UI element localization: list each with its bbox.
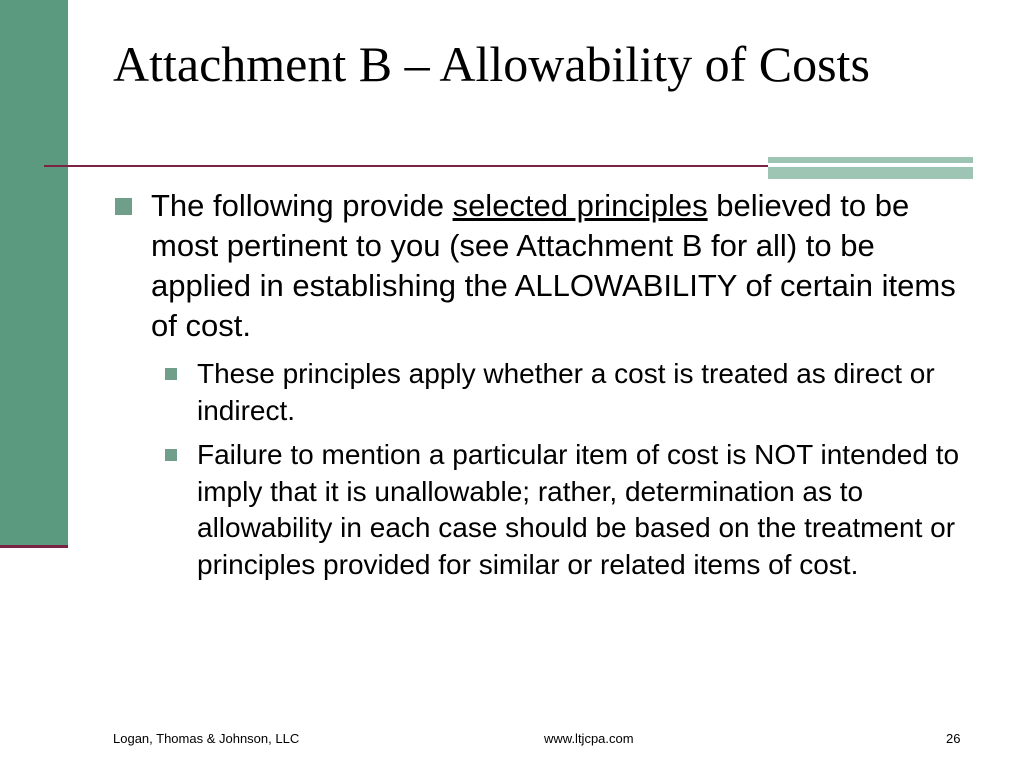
sub-bullet-text: These principles apply whether a cost is treated as direct or indirect. (197, 358, 935, 426)
accent-block (768, 157, 973, 179)
sub-bullet-text: Failure to mention a particular item of cost is NOT intended to imply that it is unallowable; rather, determination as to allowability in each case should be based on the treatment or principles provided for similar or related items of cost. (197, 439, 960, 580)
sub-bullet-item (165, 356, 975, 429)
slide-title: Attachment B – Allowability of Costs (113, 36, 870, 92)
slide-content (115, 186, 975, 583)
main-bullet-item (115, 186, 975, 346)
square-bullet-icon (165, 449, 177, 461)
footer-website: www.ltjcpa.com (544, 731, 634, 746)
main-bullet-prefix: The following provide (151, 188, 453, 223)
accent-stripe (768, 163, 973, 167)
square-bullet-icon (165, 368, 177, 380)
footer-page-number: 26 (946, 731, 961, 746)
left-sidebar-rule (0, 545, 68, 548)
left-sidebar-bar (0, 0, 68, 545)
square-bullet-icon (115, 198, 132, 215)
sub-bullet-item (165, 437, 975, 583)
main-bullet-emphasis: selected principles (452, 188, 708, 223)
footer-company: Logan, Thomas & Johnson, LLC (113, 731, 300, 746)
main-bullet-suffix: believed to be most pertinent to you (see Attachment B for all) to be applied in establishing the ALLOWABILITY of certain items of cost. (151, 188, 956, 343)
